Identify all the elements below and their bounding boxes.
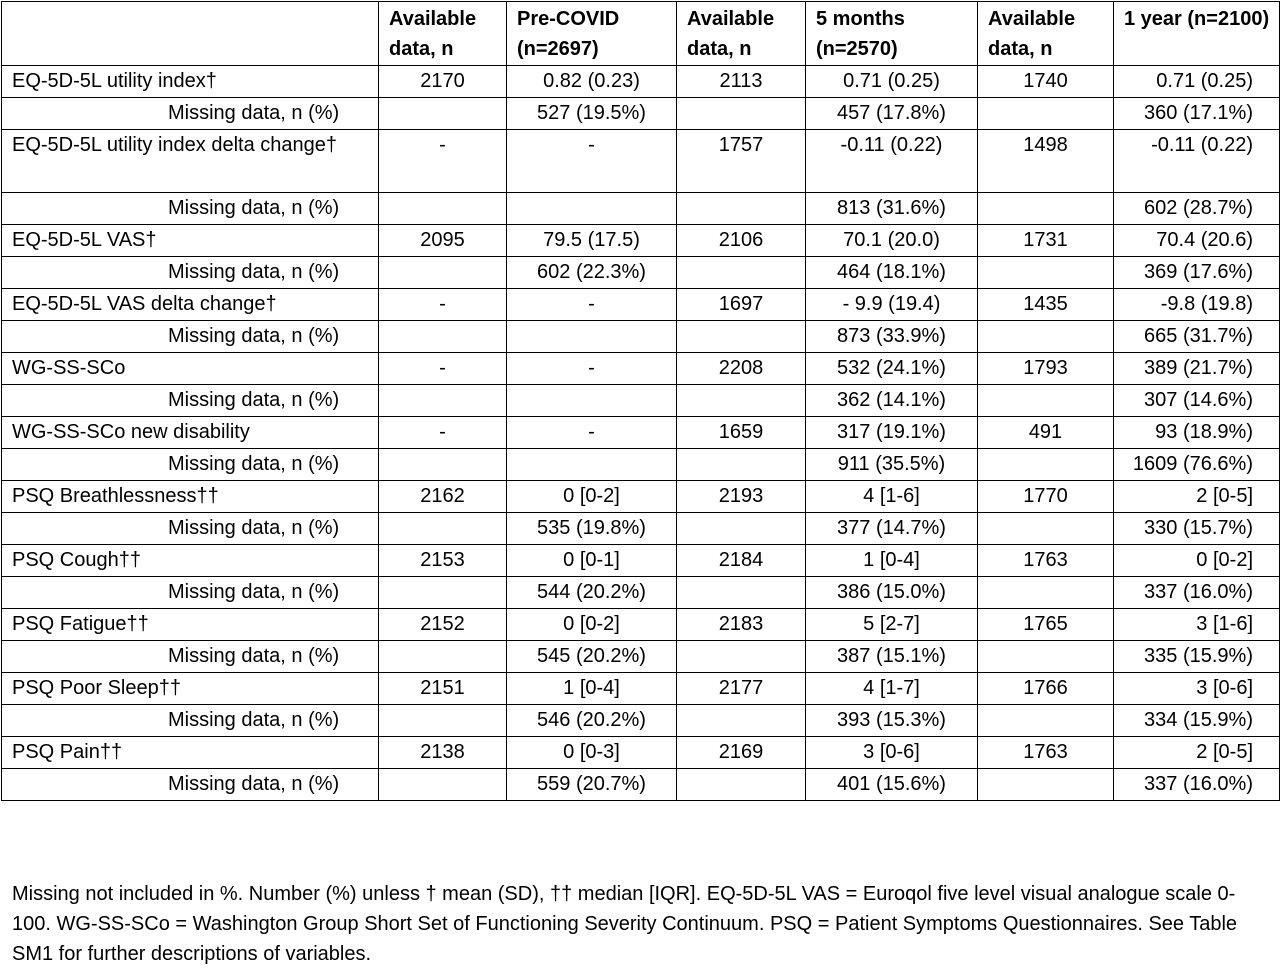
variable-row <box>2 673 1280 705</box>
available-n-cell: 1765 <box>978 609 1114 641</box>
missing-data-label: Missing data, n (%) <box>2 577 379 609</box>
header-cell: 1 year (n=2100) <box>1114 2 1280 66</box>
value-cell: 1 [0-4] <box>806 545 978 577</box>
variable-row <box>2 225 1280 257</box>
variable-label: WG-SS-SCo <box>2 353 379 385</box>
header-cell: 5 months (n=2570) <box>806 2 978 66</box>
available-n-cell <box>379 449 507 481</box>
value-cell: 546 (20.2%) <box>507 705 677 737</box>
available-n-cell <box>978 705 1114 737</box>
header-cell: Available data, n <box>978 2 1114 66</box>
header-row <box>2 2 1280 66</box>
variable-label: PSQ Breathlessness†† <box>2 481 379 513</box>
variable-row <box>2 737 1280 769</box>
available-n-cell <box>677 321 806 353</box>
available-n-cell: 491 <box>978 417 1114 449</box>
value-cell: 602 (22.3%) <box>507 257 677 289</box>
missing-data-label: Missing data, n (%) <box>2 449 379 481</box>
available-n-cell: 2095 <box>379 225 507 257</box>
value-cell: 337 (16.0%) <box>1114 769 1280 801</box>
available-n-cell <box>379 257 507 289</box>
missing-data-row <box>2 577 1280 609</box>
value-cell: 0 [0-2] <box>1114 545 1280 577</box>
variable-row <box>2 481 1280 513</box>
available-n-cell <box>677 257 806 289</box>
missing-data-label: Missing data, n (%) <box>2 769 379 801</box>
header-cell: Available data, n <box>677 2 806 66</box>
value-cell: - <box>507 417 677 449</box>
value-cell: 401 (15.6%) <box>806 769 978 801</box>
value-cell: 559 (20.7%) <box>507 769 677 801</box>
outcomes-table <box>1 1 1280 801</box>
available-n-cell: 1498 <box>978 130 1114 193</box>
value-cell: -0.11 (0.22) <box>806 130 978 193</box>
value-cell: 0 [0-3] <box>507 737 677 769</box>
available-n-cell <box>677 641 806 673</box>
available-n-cell: 1766 <box>978 673 1114 705</box>
value-cell: 1 [0-4] <box>507 673 677 705</box>
missing-data-row <box>2 769 1280 801</box>
value-cell: - 9.9 (19.4) <box>806 289 978 321</box>
missing-data-row <box>2 705 1280 737</box>
variable-label: WG-SS-SCo new disability <box>2 417 379 449</box>
available-n-cell <box>978 769 1114 801</box>
available-n-cell <box>677 769 806 801</box>
available-n-cell: 1763 <box>978 737 1114 769</box>
available-n-cell <box>677 98 806 130</box>
available-n-cell <box>379 705 507 737</box>
value-cell: 360 (17.1%) <box>1114 98 1280 130</box>
value-cell: 393 (15.3%) <box>806 705 978 737</box>
value-cell: 3 [0-6] <box>806 737 978 769</box>
available-n-cell: 1697 <box>677 289 806 321</box>
available-n-cell <box>978 321 1114 353</box>
available-n-cell: - <box>379 353 507 385</box>
available-n-cell <box>978 577 1114 609</box>
missing-data-label: Missing data, n (%) <box>2 257 379 289</box>
missing-data-row <box>2 321 1280 353</box>
available-n-cell <box>978 98 1114 130</box>
available-n-cell: 1659 <box>677 417 806 449</box>
value-cell: 334 (15.9%) <box>1114 705 1280 737</box>
available-n-cell: 2184 <box>677 545 806 577</box>
available-n-cell: 2208 <box>677 353 806 385</box>
variable-row <box>2 289 1280 321</box>
value-cell: 813 (31.6%) <box>806 193 978 225</box>
value-cell: 2 [0-5] <box>1114 481 1280 513</box>
available-n-cell <box>677 577 806 609</box>
missing-data-label: Missing data, n (%) <box>2 641 379 673</box>
value-cell: 335 (15.9%) <box>1114 641 1280 673</box>
value-cell: 3 [1-6] <box>1114 609 1280 641</box>
available-n-cell <box>379 769 507 801</box>
available-n-cell <box>677 193 806 225</box>
available-n-cell <box>677 705 806 737</box>
variable-label: EQ-5D-5L VAS† <box>2 225 379 257</box>
value-cell: 544 (20.2%) <box>507 577 677 609</box>
value-cell: 377 (14.7%) <box>806 513 978 545</box>
available-n-cell <box>379 513 507 545</box>
value-cell: 70.1 (20.0) <box>806 225 978 257</box>
value-cell: 602 (28.7%) <box>1114 193 1280 225</box>
variable-row <box>2 130 1280 193</box>
available-n-cell <box>978 641 1114 673</box>
available-n-cell: 1793 <box>978 353 1114 385</box>
header-cell: Available data, n <box>379 2 507 66</box>
available-n-cell <box>379 98 507 130</box>
value-cell: 545 (20.2%) <box>507 641 677 673</box>
variable-row <box>2 417 1280 449</box>
available-n-cell: 2153 <box>379 545 507 577</box>
value-cell: 457 (17.8%) <box>806 98 978 130</box>
available-n-cell: 2113 <box>677 66 806 98</box>
available-n-cell: - <box>379 130 507 193</box>
available-n-cell <box>677 449 806 481</box>
available-n-cell: 1740 <box>978 66 1114 98</box>
value-cell: 2 [0-5] <box>1114 737 1280 769</box>
missing-data-row <box>2 449 1280 481</box>
missing-data-row <box>2 385 1280 417</box>
available-n-cell: 2138 <box>379 737 507 769</box>
missing-data-label: Missing data, n (%) <box>2 705 379 737</box>
value-cell: 307 (14.6%) <box>1114 385 1280 417</box>
available-n-cell: 2106 <box>677 225 806 257</box>
missing-data-label: Missing data, n (%) <box>2 385 379 417</box>
variable-label: PSQ Poor Sleep†† <box>2 673 379 705</box>
variable-row <box>2 545 1280 577</box>
header-cell: Pre-COVID (n=2697) <box>507 2 677 66</box>
missing-data-row <box>2 193 1280 225</box>
value-cell: 527 (19.5%) <box>507 98 677 130</box>
value-cell: 330 (15.7%) <box>1114 513 1280 545</box>
value-cell: 389 (21.7%) <box>1114 353 1280 385</box>
value-cell: 337 (16.0%) <box>1114 577 1280 609</box>
available-n-cell: - <box>379 289 507 321</box>
variable-row <box>2 609 1280 641</box>
value-cell: - <box>507 289 677 321</box>
available-n-cell: 2162 <box>379 481 507 513</box>
value-cell: 535 (19.8%) <box>507 513 677 545</box>
missing-data-label: Missing data, n (%) <box>2 98 379 130</box>
table-footnote: Missing not included in %. Number (%) unless † mean (SD), †† median [IQR]. EQ-5D-5L VAS = Euroqol five level visual analogue scale 0-100. WG-SS-SCo = Washington Group Short Set of Functioning Severity Continuum. PSQ = Patient Symptoms Questionnaires. See Table SM1 for further descriptions of variables. <box>12 883 1238 965</box>
variable-label: PSQ Pain†† <box>2 737 379 769</box>
value-cell <box>507 321 677 353</box>
available-n-cell: 1731 <box>978 225 1114 257</box>
value-cell: 1609 (76.6%) <box>1114 449 1280 481</box>
value-cell: 4 [1-7] <box>806 673 978 705</box>
missing-data-row <box>2 513 1280 545</box>
value-cell: 3 [0-6] <box>1114 673 1280 705</box>
variable-label: EQ-5D-5L utility index delta change† <box>2 130 379 193</box>
available-n-cell: 1757 <box>677 130 806 193</box>
available-n-cell <box>379 577 507 609</box>
value-cell: -0.11 (0.22) <box>1114 130 1280 193</box>
available-n-cell: 1763 <box>978 545 1114 577</box>
available-n-cell <box>978 513 1114 545</box>
missing-data-label: Missing data, n (%) <box>2 513 379 545</box>
missing-data-row <box>2 98 1280 130</box>
value-cell: -9.8 (19.8) <box>1114 289 1280 321</box>
value-cell: 4 [1-6] <box>806 481 978 513</box>
variable-label: PSQ Fatigue†† <box>2 609 379 641</box>
value-cell: 665 (31.7%) <box>1114 321 1280 353</box>
value-cell: - <box>507 353 677 385</box>
available-n-cell <box>978 385 1114 417</box>
value-cell: 0 [0-2] <box>507 609 677 641</box>
variable-label: EQ-5D-5L utility index† <box>2 66 379 98</box>
value-cell: 70.4 (20.6) <box>1114 225 1280 257</box>
available-n-cell: 2193 <box>677 481 806 513</box>
value-cell: 0 [0-1] <box>507 545 677 577</box>
value-cell: 911 (35.5%) <box>806 449 978 481</box>
value-cell: 369 (17.6%) <box>1114 257 1280 289</box>
available-n-cell: 2169 <box>677 737 806 769</box>
value-cell: 386 (15.0%) <box>806 577 978 609</box>
value-cell: 0.71 (0.25) <box>806 66 978 98</box>
available-n-cell: 2177 <box>677 673 806 705</box>
available-n-cell <box>978 257 1114 289</box>
available-n-cell: 2183 <box>677 609 806 641</box>
value-cell: 0.82 (0.23) <box>507 66 677 98</box>
value-cell: 362 (14.1%) <box>806 385 978 417</box>
available-n-cell: 1435 <box>978 289 1114 321</box>
available-n-cell <box>379 385 507 417</box>
available-n-cell: 2170 <box>379 66 507 98</box>
available-n-cell <box>379 193 507 225</box>
variable-label: PSQ Cough†† <box>2 545 379 577</box>
available-n-cell <box>379 641 507 673</box>
value-cell: 0 [0-2] <box>507 481 677 513</box>
available-n-cell <box>677 385 806 417</box>
variable-row <box>2 66 1280 98</box>
value-cell: 464 (18.1%) <box>806 257 978 289</box>
missing-data-row <box>2 257 1280 289</box>
available-n-cell <box>978 449 1114 481</box>
value-cell: 532 (24.1%) <box>806 353 978 385</box>
available-n-cell: 2151 <box>379 673 507 705</box>
available-n-cell <box>677 513 806 545</box>
value-cell: 79.5 (17.5) <box>507 225 677 257</box>
value-cell <box>507 449 677 481</box>
value-cell: - <box>507 130 677 193</box>
variable-row <box>2 353 1280 385</box>
variable-label: EQ-5D-5L VAS delta change† <box>2 289 379 321</box>
table-body <box>2 66 1280 801</box>
available-n-cell: 1770 <box>978 481 1114 513</box>
available-n-cell: - <box>379 417 507 449</box>
missing-data-label: Missing data, n (%) <box>2 193 379 225</box>
available-n-cell <box>379 321 507 353</box>
value-cell: 93 (18.9%) <box>1114 417 1280 449</box>
value-cell: 873 (33.9%) <box>806 321 978 353</box>
value-cell: 5 [2-7] <box>806 609 978 641</box>
missing-data-label: Missing data, n (%) <box>2 321 379 353</box>
available-n-cell <box>978 193 1114 225</box>
value-cell <box>507 193 677 225</box>
value-cell: 387 (15.1%) <box>806 641 978 673</box>
value-cell: 317 (19.1%) <box>806 417 978 449</box>
available-n-cell: 2152 <box>379 609 507 641</box>
header-cell <box>2 2 379 66</box>
value-cell <box>507 385 677 417</box>
missing-data-row <box>2 641 1280 673</box>
value-cell: 0.71 (0.25) <box>1114 66 1280 98</box>
